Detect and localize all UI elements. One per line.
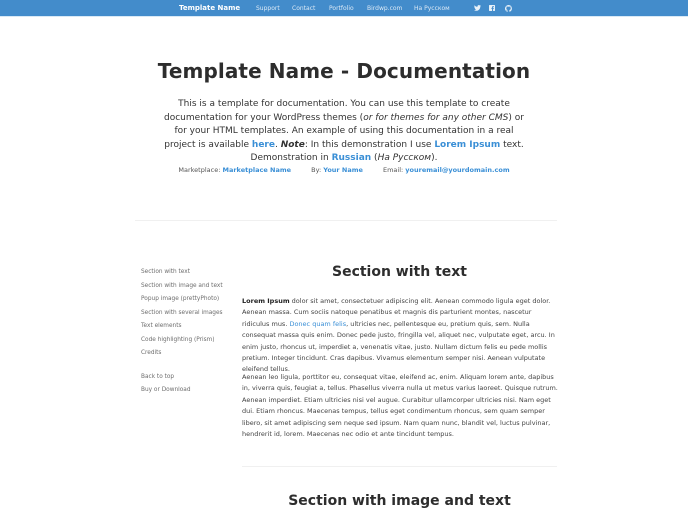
note-label: Note [280, 139, 305, 150]
nav-link-contact[interactable]: Contact [292, 5, 316, 12]
intro-text: text. Demonstration in [250, 139, 524, 163]
lorem-ipsum-link[interactable]: Lorem Ipsum [434, 139, 501, 150]
here-link[interactable]: here [251, 139, 275, 150]
intro-italic-cms: or for themes for any other CMS [363, 112, 509, 123]
meta-email [383, 166, 510, 174]
sidebar-item-code-highlighting[interactable]: Code highlighting (Prism) [141, 336, 215, 343]
lorem-ipsum-bold: Lorem Ipsum [242, 297, 290, 305]
meta-author [311, 166, 363, 174]
nav-link-russian[interactable]: На Русском [414, 5, 450, 12]
github-icon[interactable] [504, 4, 512, 12]
section-text-paragraph-1 [242, 296, 558, 376]
meta-info [0, 166, 688, 174]
paragraph-text: dolor sit amet, consectetuer adipiscing elit. Aenean commodo ligula eget dolor. Aenean massa. Cum sociis natoque penatibus et magnis dis parturient montes, nascetur ridiculus mus. [242, 297, 551, 328]
brand-link[interactable]: Template Name [179, 4, 241, 12]
intro-text: ). [431, 153, 438, 163]
section-text-paragraph-2: Aenean leo ligula, porttitor eu, consequat vitae, eleifend ac, enim. Aliquam lorem ante, dapibus in, viverra quis, feugiat a, tellus. Phasellus viverra nulla ut metus varius laoreet. Quisque rutrum. Aenean imperdiet. Etiam ultricies nisi vel augue. Curabitur ullamcorper ultricies nisi. Nam eget dui. Etiam rhoncus. Maecenas tempus, tellus eget condimentum rhoncus, sem quam semper libero, sit amet adipiscing sem neque sed ipsum. Nam quam nunc, blandit vel, luctus pulvinar, hendrerit id, lorem. Maecenas nec odio et ante tincidunt tempus. [242, 373, 558, 439]
facebook-icon[interactable] [488, 4, 496, 12]
sidebar-item-buy-or-download[interactable]: Buy or Download [141, 387, 191, 393]
intro-text: ) or for your HTML templates. An example of using this documentation in a real project is available [164, 112, 524, 150]
sidebar-item-section-with-text[interactable]: Section with text [141, 269, 190, 275]
sidebar-item-back-to-top[interactable]: Back to top [141, 373, 175, 380]
author-link[interactable]: Your Name [323, 166, 363, 174]
sidebar-nav [141, 267, 241, 399]
sidebar-item-several-images[interactable]: Section with several images [141, 309, 223, 316]
sidebar-spacer [141, 362, 241, 372]
sidebar-item-section-with-image-and-text[interactable]: Section with image and text [141, 282, 223, 289]
header-divider [135, 220, 557, 221]
nav-link-portfolio[interactable]: Portfolio [329, 5, 354, 12]
section-title-text: Section with text [331, 264, 467, 280]
email-label: Email: [382, 166, 404, 174]
intro-text: : In this demonstration I use [304, 139, 435, 150]
intro-italic-russian: На Русском [377, 153, 432, 163]
section-divider [242, 466, 557, 467]
sidebar-item-credits[interactable]: Credits [141, 350, 162, 356]
email-link[interactable]: youremail@yourdomain.com [405, 166, 510, 174]
intro-text: . [274, 139, 281, 150]
nav-link-support[interactable]: Support [256, 5, 280, 12]
marketplace-link[interactable]: Marketplace Name [222, 166, 292, 174]
intro-text: ( [371, 153, 378, 163]
marketplace-label: Marketplace: [178, 166, 221, 174]
nav-link-birdwp[interactable]: Birdwp.com [367, 5, 403, 12]
author-label: By: [311, 166, 322, 174]
twitter-icon[interactable] [473, 4, 481, 12]
sidebar-item-text-elements[interactable]: Text elements [141, 323, 182, 329]
sidebar-item-popup-image[interactable]: Popup image (prettyPhoto) [141, 296, 220, 302]
donec-quam-felis-link[interactable]: Donec quam felis [289, 319, 347, 328]
section-title-image-and-text: Section with image and text [288, 493, 511, 509]
top-navbar [0, 0, 688, 17]
intro-text: This is a template for documentation. You can use this template to create documentation for your WordPress themes ( [164, 99, 510, 123]
intro-paragraph [160, 98, 528, 166]
page-title: Template Name - Documentation [157, 59, 531, 83]
paragraph-text: , ultricies nec, pellentesque eu, pretium quis, sem. Nulla consequat massa quis enim. Donec pede justo, fringilla vel, aliquet nec, vulputate eget, arcu. In enim justo, rhoncus ut, imperdiet a, venenatis vitae, justo. Nullam dictum felis eu pede mollis pretium. Integer tincidunt. Cras dapibus. Vivamus elementum semper nisi. Aenean vulputate eleifend tellus. [242, 319, 555, 374]
russian-link[interactable]: Russian [331, 153, 372, 163]
meta-marketplace [178, 166, 291, 174]
